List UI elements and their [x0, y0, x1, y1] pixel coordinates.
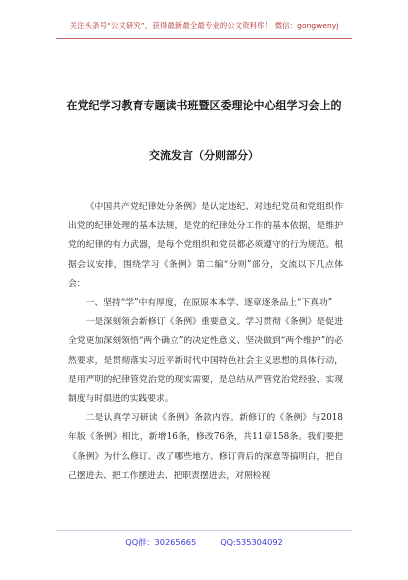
footer-divider [56, 530, 352, 531]
paragraph-section-heading: 一、坚持“学”中有厚度，在原原本本学、逐章逐条品上“下真功” [85, 298, 333, 309]
paragraph-point-two: 二是认真学习研读《条例》条款内容。新修订的《条例》与2018年版《条例》相比，新增16条，修改76条，共11章158条。我们要把《条例》为什么修订、改了哪些地方、修订背后的深意等搞明白，把自己摆进去、把工作摆进去、把职责摆进去，对照检视 [68, 413, 343, 481]
paragraph-point-one: 一是深刻领会新修订《条例》重要意义。学习贯彻《条例》是促进全党更加深刻领悟“两个确立”的决定性意义、坚决做到“两个维护”的必然要求，是贯彻落实习近平新时代中国特色社会主义思想的具体行动，是用严明的纪律管党治党的现实需要，是总结从严管党治党经验、实现制度与时俱进的实践要求。 [68, 317, 343, 405]
header-banner: 关注头条号“公文研究”，获得最新最全最专业的公文资料库！ 微信：gongwenyj [69, 21, 339, 30]
footer-qq-group: QQ群：30265665 [125, 537, 197, 547]
document-title-line-2: 交流发言（分则部分） [149, 149, 259, 162]
document-body [68, 198, 343, 486]
header-divider [56, 38, 352, 39]
footer [0, 537, 408, 548]
document-title-line-1: 在党纪学习教育专题读书班暨区委理论中心组学习会上的 [66, 99, 342, 112]
footer-qq: QQ:535304092 [220, 537, 283, 547]
paragraph-intro: 《中国共产党纪律处分条例》是认定违纪、对违纪党员和党组织作出党的纪律处理的基本法规，是党的纪律处分工作的基本依据，是维护党的纪律的有力武器，是每个党组织和党员都必须遵守的行为规范。根据会议安排，围绕学习《条例》第二编“分则”部分，交流以下几点体会： [68, 202, 343, 289]
